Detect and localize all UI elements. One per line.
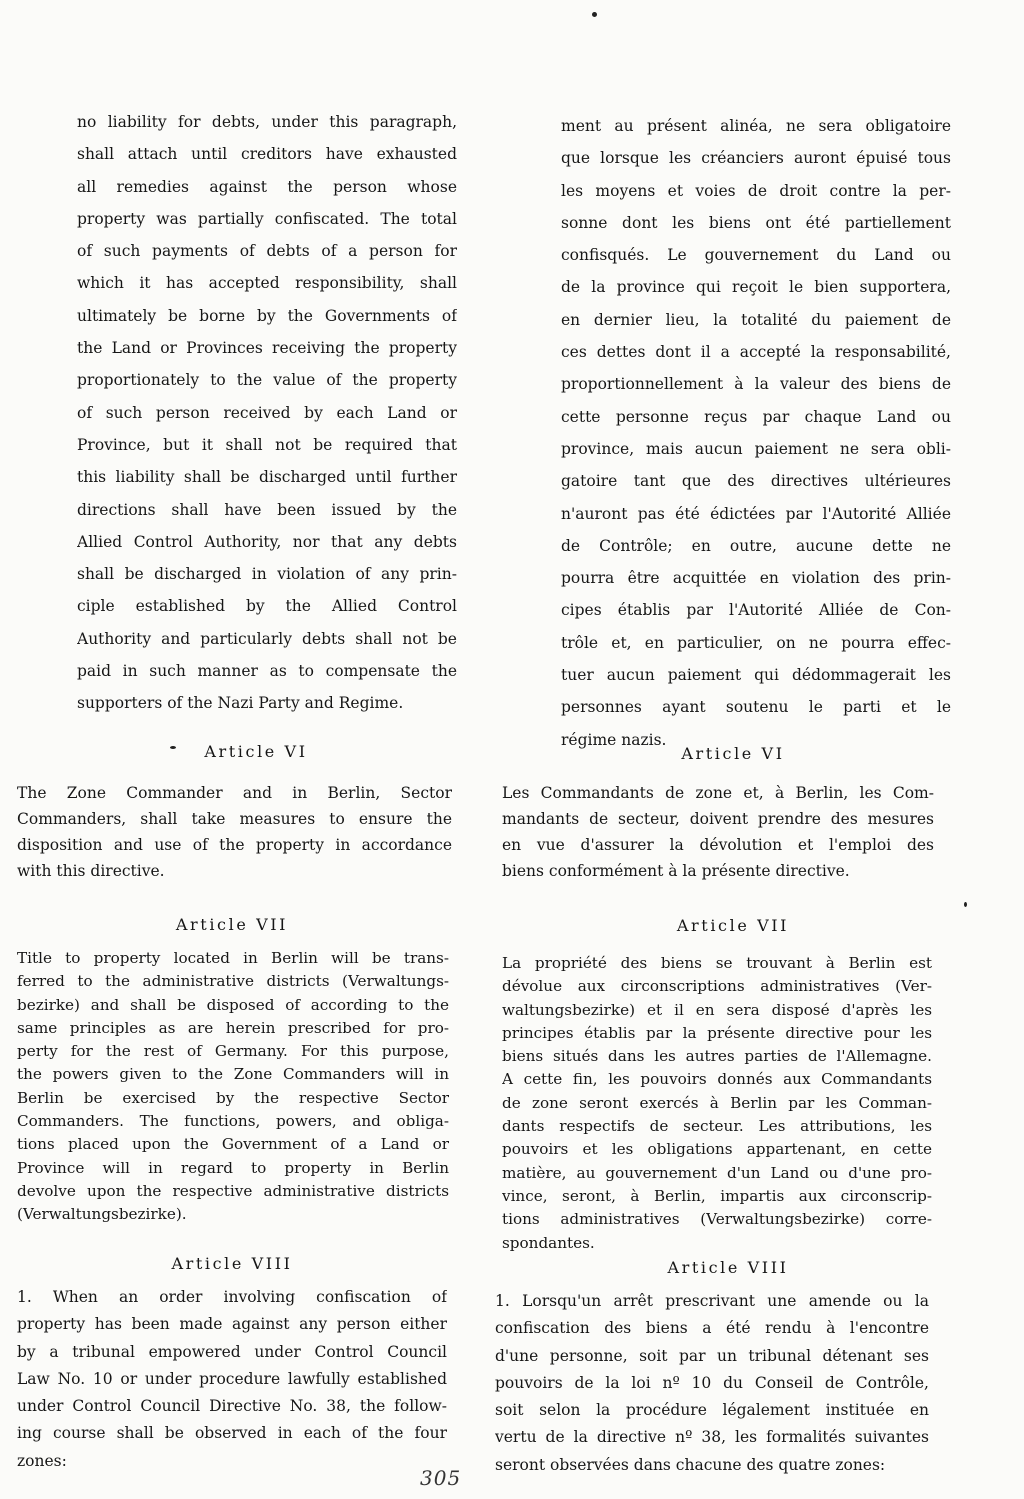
text-line: biens conformément à la présente directive.: [502, 862, 850, 880]
text-line: de zone seront exercés à Berlin par les Comman-: [502, 1093, 932, 1112]
text-line: disposition and use of the property in accordance: [17, 836, 452, 854]
text-line: under Control Council Directive No. 38, the follow-: [17, 1397, 447, 1416]
text-line: province, mais aucun paiement ne sera obli-: [561, 439, 951, 458]
text-line: vince, seront, à Berlin, impartis aux circonscrip-: [502, 1186, 932, 1205]
french-article-7-text: [502, 952, 932, 1255]
text-line: property has been made against any person either: [17, 1315, 447, 1334]
text-line: confisqués. Le gouvernement du Land ou: [561, 246, 951, 265]
text-line: the Land or Provinces receiving the property: [77, 339, 457, 358]
text-line: ing course shall be observed in each of the four: [17, 1424, 447, 1443]
text-line: A cette fin, les pouvoirs donnés aux Commandants: [502, 1070, 932, 1089]
text-line: ferred to the administrative districts (Verwaltungs-: [17, 972, 449, 991]
text-line: which it has accepted responsibility, shall: [77, 274, 457, 293]
text-line: La propriété des biens se trouvant à Berlin est: [502, 954, 932, 972]
french-article-6-text: [502, 780, 934, 884]
english-article-8-text: [17, 1284, 447, 1475]
text-line: Province will in regard to property in Berlin: [17, 1158, 449, 1177]
text-line: en vue d'assurer la dévolution et l'emploi des: [502, 836, 934, 854]
french-article-6-heading: Article VI: [681, 744, 785, 763]
text-line: pouvoirs et les obligations appartenant, en cette: [502, 1140, 932, 1159]
text-line: vertu de la directive nº 38, les formalités suivantes: [495, 1428, 929, 1447]
text-line: of such person received by each Land or: [77, 403, 457, 422]
text-line: 1. When an order involving confiscation of: [17, 1288, 447, 1306]
print-speck: [170, 746, 176, 749]
english-article-6-text: [17, 780, 452, 884]
text-line: personnes ayant soutenu le parti et le: [561, 698, 951, 717]
text-line: Authority and particularly debts shall not be: [77, 629, 457, 648]
text-line: Allied Control Authority, nor that any debts: [77, 532, 457, 551]
text-line: The Zone Commander and in Berlin, Sector: [17, 784, 452, 802]
text-line: cipes établis par l'Autorité Alliée de Con-: [561, 601, 951, 620]
text-line: matière, au gouvernement d'un Land ou d'une pro-: [502, 1163, 932, 1182]
text-line: the powers given to the Zone Commanders will in: [17, 1065, 449, 1084]
text-line: by a tribunal empowered under Control Council: [17, 1342, 447, 1361]
french-article-7-heading: Article VII: [676, 916, 790, 935]
text-line: spondantes.: [502, 1233, 595, 1252]
english-article-6-heading: Article VI: [204, 742, 308, 761]
text-line: tions administratives (Verwaltungsbezirke) corre-: [502, 1210, 932, 1229]
text-line: ciple established by the Allied Control: [77, 597, 457, 616]
text-line: with this directive.: [17, 862, 165, 880]
english-article-7-text: [17, 947, 449, 1227]
text-line: ces dettes dont il a accepté la responsabilité,: [561, 343, 951, 362]
text-line: tions placed upon the Government of a Land or: [17, 1135, 449, 1154]
text-line: confiscation des biens a été rendu à l'encontre: [495, 1319, 929, 1338]
text-line: devolve upon the respective administrative districts: [17, 1181, 449, 1200]
text-line: 1. Lorsqu'un arrêt prescrivant une amende ou la: [495, 1292, 929, 1310]
text-line: dants respectifs de secteur. Les attributions, les: [502, 1117, 932, 1136]
english-article-7-heading: Article VII: [175, 915, 289, 934]
text-line: trôle et, en particulier, on ne pourra effec-: [561, 633, 951, 652]
text-line: Province, but it shall not be required that: [77, 435, 457, 454]
text-line: sonne dont les biens ont été partiellement: [561, 213, 951, 232]
text-line: cette personne reçus par chaque Land ou: [561, 407, 951, 426]
english-article-8-heading: Article VIII: [171, 1254, 293, 1273]
text-line: en dernier lieu, la totalité du paiement de: [561, 310, 951, 329]
text-line: shall be discharged in violation of any prin-: [77, 565, 457, 584]
text-line: gatoire tant que des directives ultérieures: [561, 472, 951, 491]
text-line: seront observées dans chacune des quatre zones:: [495, 1455, 886, 1474]
text-line: Les Commandants de zone et, à Berlin, les Com-: [502, 784, 934, 802]
text-line: supporters of the Nazi Party and Regime.: [77, 694, 404, 713]
text-line: of such payments of debts of a person for: [77, 242, 457, 261]
text-line: all remedies against the person whose: [77, 177, 457, 196]
text-line: proportionnellement à la valeur des biens de: [561, 375, 951, 394]
text-line: zones:: [17, 1451, 67, 1470]
text-line: same principles as are herein prescribed for pro-: [17, 1018, 449, 1037]
text-line: Title to property located in Berlin will be trans-: [17, 949, 449, 967]
text-line: dévolue aux circonscriptions administratives (Ver-: [502, 977, 932, 996]
text-line: n'auront pas été édictées par l'Autorité Alliée: [561, 504, 951, 523]
print-speck: [592, 12, 597, 17]
text-line: Berlin be exercised by the respective Sector: [17, 1088, 449, 1107]
text-line: proportionately to the value of the property: [77, 371, 457, 390]
text-line: mandants de secteur, doivent prendre des mesures: [502, 810, 934, 828]
text-line: property was partially confiscated. The total: [77, 209, 457, 228]
french-article-8-heading: Article VIII: [667, 1258, 789, 1277]
text-line: bezirke) and shall be disposed of according to the: [17, 995, 449, 1014]
text-line: principes établis par la présente directive pour les: [502, 1023, 932, 1042]
text-line: biens situés dans les autres parties de l'Allemagne.: [502, 1047, 932, 1066]
text-line: shall attach until creditors have exhausted: [77, 145, 457, 164]
text-line: Commanders, shall take measures to ensure the: [17, 810, 452, 828]
text-line: pouvoirs de la loi nº 10 du Conseil de Contrôle,: [495, 1373, 929, 1392]
text-line: perty for the rest of Germany. For this purpose,: [17, 1042, 449, 1061]
text-line: this liability shall be discharged until further: [77, 468, 457, 487]
text-line: les moyens et voies de droit contre la per-: [561, 181, 951, 200]
text-line: soit selon la procédure légalement instituée en: [495, 1401, 929, 1420]
text-line: paid in such manner as to compensate the: [77, 662, 457, 681]
english-continuation-paragraph: [77, 106, 457, 720]
text-line: ment au présent alinéa, ne sera obligatoire: [561, 117, 951, 135]
text-line: no liability for debts, under this paragraph,: [77, 113, 457, 131]
text-line: Commanders. The functions, powers, and obliga-: [17, 1112, 449, 1131]
text-line: que lorsque les créanciers auront épuisé tous: [561, 149, 951, 168]
text-line: de la province qui reçoit le bien supportera,: [561, 278, 951, 297]
text-line: Law No. 10 or under procedure lawfully established: [17, 1369, 447, 1388]
text-line: directions shall have been issued by the: [77, 500, 457, 519]
text-line: (Verwaltungsbezirke).: [17, 1205, 187, 1224]
text-line: waltungsbezirke) et il en sera disposé d'après les: [502, 1000, 932, 1019]
text-line: de Contrôle; en outre, aucune dette ne: [561, 536, 951, 555]
french-continuation-paragraph: [561, 110, 951, 756]
french-article-8-text: [495, 1288, 929, 1479]
page-number: 305: [420, 1466, 462, 1490]
text-line: ultimately be borne by the Governments of: [77, 306, 457, 325]
print-speck: [964, 902, 967, 907]
text-line: tuer aucun paiement qui dédommagerait les: [561, 666, 951, 685]
text-line: régime nazis.: [561, 730, 667, 749]
text-line: d'une personne, soit par un tribunal détenant ses: [495, 1346, 929, 1365]
text-line: pourra être acquittée en violation des prin-: [561, 569, 951, 588]
